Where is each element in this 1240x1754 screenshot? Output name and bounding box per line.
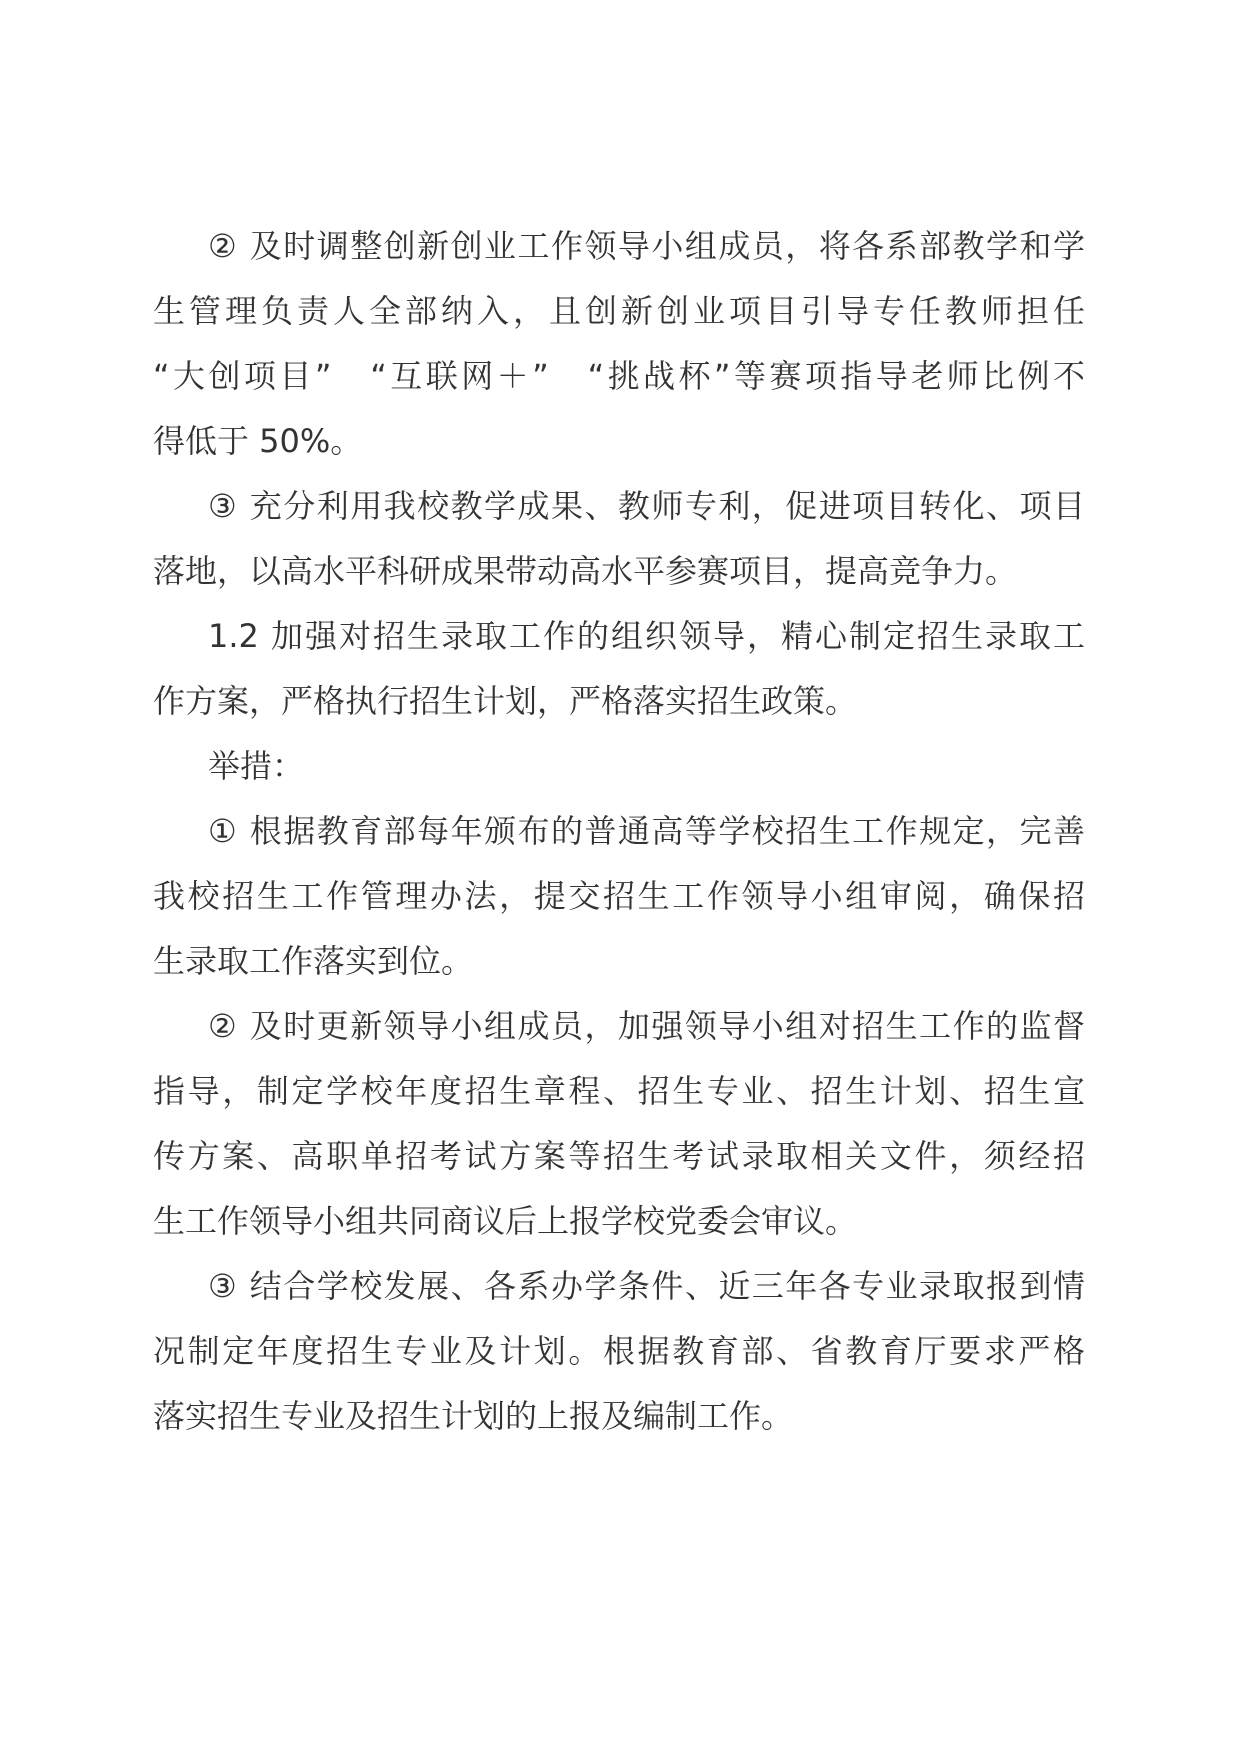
text-line: 生录取工作落实到位。 — [153, 942, 474, 980]
text-line: ② 及时更新领导小组成员，加强领导小组对招生工作的监督 — [208, 1007, 1085, 1045]
text-line: ① 根据教育部每年颁布的普通高等学校招生工作规定，完善 — [208, 812, 1085, 850]
text-line: 我校招生工作管理办法，提交招生工作领导小组审阅，确保招 — [153, 877, 1085, 915]
text-line: “大创项目” “互联网＋” “挑战杯”等赛项指导老师比例不 — [153, 357, 1085, 395]
text-line: ② 及时调整创新创业工作领导小组成员，将各系部教学和学 — [208, 227, 1085, 265]
text-line: 指导，制定学校年度招生章程、招生专业、招生计划、招生宣 — [153, 1072, 1085, 1110]
text-line: 落实招生专业及招生计划的上报及编制工作。 — [153, 1397, 794, 1435]
text-line: 生管理负责人全部纳入，且创新创业项目引导专任教师担任 — [153, 292, 1085, 330]
paragraph — [153, 734, 1085, 799]
paragraph — [153, 1254, 1085, 1449]
paragraph — [153, 604, 1085, 734]
paragraph — [153, 799, 1085, 994]
paragraph — [153, 214, 1085, 474]
text-line: ③ 结合学校发展、各系办学条件、近三年各专业录取报到情 — [208, 1267, 1085, 1305]
text-line: ③ 充分利用我校教学成果、教师专利，促进项目转化、项目 — [208, 487, 1085, 525]
text-line: 举措： — [208, 747, 305, 785]
text-line: 作方案，严格执行招生计划，严格落实招生政策。 — [153, 682, 858, 720]
text-line: 得低于 50%。 — [153, 422, 363, 460]
paragraph — [153, 474, 1085, 604]
text-line: 生工作领导小组共同商议后上报学校党委会审议。 — [153, 1202, 858, 1240]
text-line: 1.2 加强对招生录取工作的组织领导，精心制定招生录取工 — [208, 617, 1085, 655]
paragraph — [153, 994, 1085, 1254]
text-line: 落地，以高水平科研成果带动高水平参赛项目，提高竞争力。 — [153, 552, 1018, 590]
text-line: 传方案、高职单招考试方案等招生考试录取相关文件，须经招 — [153, 1137, 1085, 1175]
text-line: 况制定年度招生专业及计划。根据教育部、省教育厅要求严格 — [153, 1332, 1085, 1370]
document-body — [153, 214, 1085, 1449]
